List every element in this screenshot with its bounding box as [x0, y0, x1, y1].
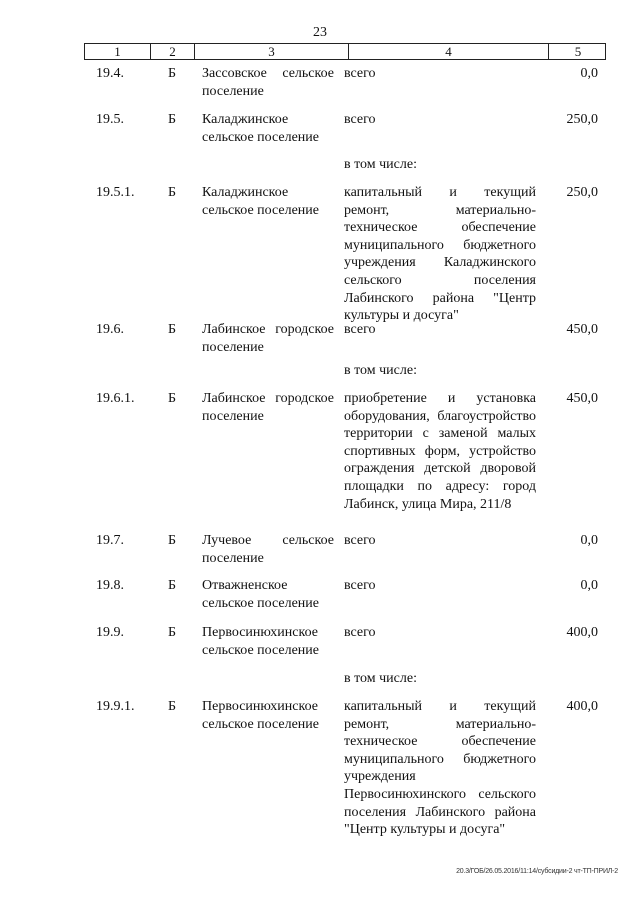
- row-value: 0,0: [580, 533, 598, 548]
- row-value: 0,0: [580, 578, 598, 593]
- row-description: всего: [344, 578, 376, 593]
- row-description: всего: [344, 625, 376, 640]
- document-footer-code: 20.3/ГОБ/26.05.2016/11:14/субсидии-2 чт-ТП-ПРИЛ-2: [456, 868, 618, 875]
- row-description: всего: [344, 112, 376, 127]
- row-description: всего: [344, 322, 376, 337]
- row-description: в том числе:: [344, 671, 417, 686]
- row-description: приобретение и установка оборудования, благоустройство территории с заменой малых спортивных форм, устройство ограждения детской дворовой площадки по адресу: город Лабинск, улица Мира, 211/8: [344, 391, 536, 512]
- row-number: 19.9.: [96, 625, 124, 640]
- row-number: 19.8.: [96, 578, 124, 593]
- row-number: 19.5.: [96, 112, 124, 127]
- row-type: Б: [168, 322, 177, 337]
- row-type: Б: [168, 66, 177, 81]
- row-description: капитальный и текущий ремонт, материально-техническое обеспечение муниципального бюджетного учреждения Первосинюхинского сельского поселения Лабинского района "Центр культуры и досуга": [344, 699, 536, 838]
- row-settlement: Лабинское городское поселение: [202, 391, 334, 424]
- row-type: Б: [168, 391, 177, 406]
- row-value: 400,0: [566, 699, 598, 714]
- row-number: 19.6.: [96, 322, 124, 337]
- row-settlement: Отважненское сельское поселение: [202, 578, 319, 611]
- row-type: Б: [168, 625, 177, 640]
- page-number: 23: [313, 25, 327, 40]
- table-header: [84, 43, 606, 60]
- row-number: 19.9.1.: [96, 699, 135, 714]
- row-value: 450,0: [566, 322, 598, 337]
- row-type: Б: [168, 185, 177, 200]
- row-settlement: Каладжинское сельское поселение: [202, 185, 319, 218]
- row-value: 250,0: [566, 185, 598, 200]
- row-value: 400,0: [566, 625, 598, 640]
- row-type: Б: [168, 699, 177, 714]
- row-settlement: Первосинюхинское сельское поселение: [202, 625, 319, 658]
- row-description: в том числе:: [344, 157, 417, 172]
- row-value: 250,0: [566, 112, 598, 127]
- column-header-2: 2: [151, 44, 195, 59]
- column-header-3: 3: [195, 44, 349, 59]
- row-description: капитальный и текущий ремонт, материально-техническое обеспечение муниципального бюджетного учреждения Каладжинского сельского поселения Лабинского района "Центр культуры и досуга": [344, 185, 536, 324]
- row-type: Б: [168, 112, 177, 127]
- row-type: Б: [168, 578, 177, 593]
- row-description: в том числе:: [344, 363, 417, 378]
- row-type: Б: [168, 533, 177, 548]
- row-number: 19.6.1.: [96, 391, 135, 406]
- row-value: 450,0: [566, 391, 598, 406]
- row-number: 19.7.: [96, 533, 124, 548]
- column-header-5: 5: [574, 44, 582, 59]
- row-settlement: Каладжинское сельское поселение: [202, 112, 319, 145]
- row-settlement: Первосинюхинское сельское поселение: [202, 699, 319, 732]
- column-header-4: 4: [349, 44, 549, 59]
- row-description: всего: [344, 66, 376, 81]
- row-settlement: Лучевое сельское поселение: [202, 533, 334, 566]
- row-settlement: Лабинское городское поселение: [202, 322, 334, 355]
- row-description: всего: [344, 533, 376, 548]
- row-value: 0,0: [580, 66, 598, 81]
- row-number: 19.4.: [96, 66, 124, 81]
- row-settlement: Зассовское сельское поселение: [202, 66, 334, 99]
- row-number: 19.5.1.: [96, 185, 135, 200]
- column-header-1: 1: [85, 44, 151, 59]
